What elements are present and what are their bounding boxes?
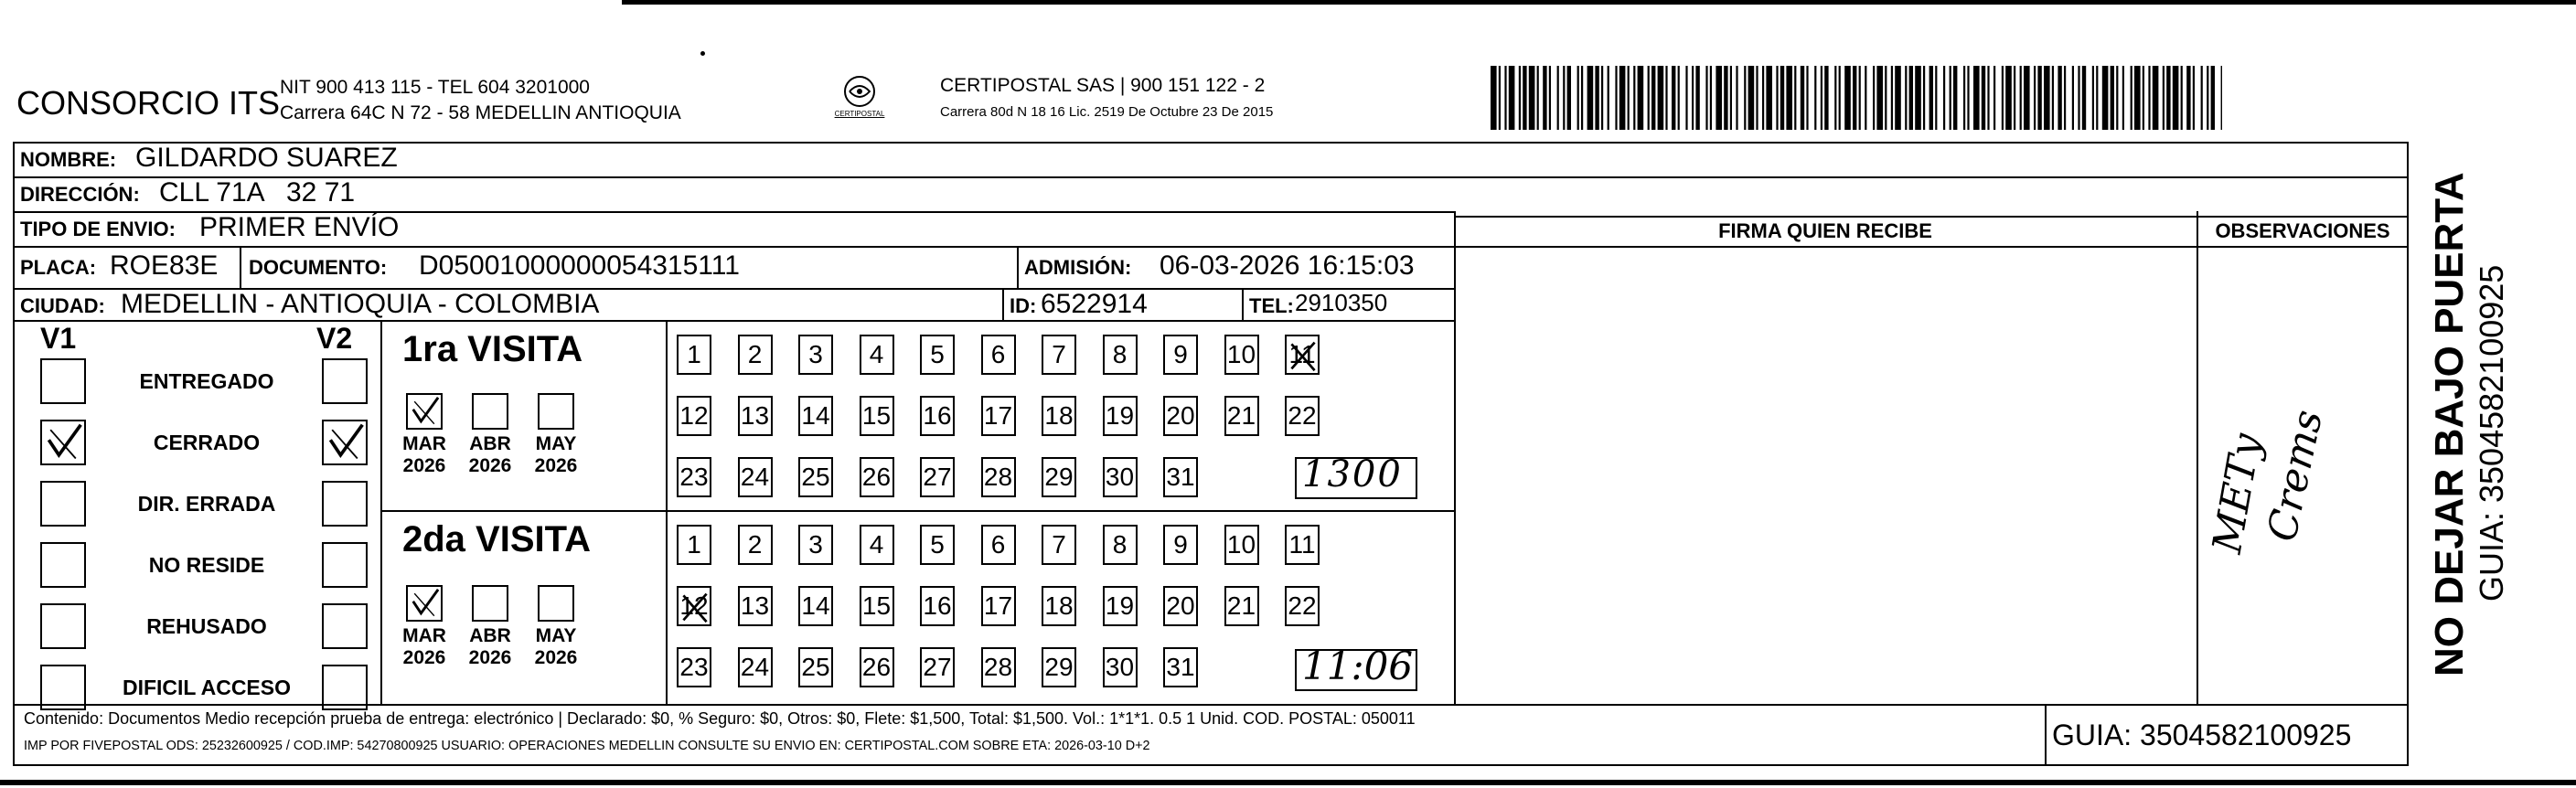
barcode-bar [1762,66,1764,130]
barcode-bar [2096,66,2098,130]
v1-checkbox [40,358,86,404]
v2-header: V2 [316,322,353,355]
status-row-label: DIR. ERRADA [137,492,276,516]
first-day-box: 17 [981,396,1016,436]
second-visit-title: 2da VISITA [402,519,591,559]
obs-handwriting-1: METy [2204,430,2271,557]
admision-value: 06-03-2026 16:15:03 [1160,250,1415,281]
obs-divider [2197,211,2198,704]
month-name: ABR [469,433,511,454]
id-label: ID: [1010,294,1037,317]
barcode-bar [1794,66,1796,130]
barcode-bar [1581,66,1583,130]
barcode-bar [1595,66,1598,130]
v1-checkbox [40,603,86,649]
month-name: ABR [469,625,511,646]
first-day-box: 27 [920,457,955,497]
first-month-checkbox [538,393,574,430]
second-day-box: 16 [920,586,955,626]
firma-divider [1454,211,1456,704]
admision-label: ADMISIÓN: [1024,256,1132,279]
row-line-4 [1454,216,2409,218]
status-row-label: REHUSADO [146,614,267,638]
barcode-bar [1608,66,1609,130]
barcode-bar [1801,66,1804,130]
barcode-bar [1587,66,1594,130]
tel-label: TEL: [1249,294,1294,317]
barcode-bar [1891,66,1893,130]
visit-left-divider [380,320,382,704]
status-row-label: DIFICIL ACCESO [122,676,291,699]
speck [700,51,705,56]
first-day-box: 10 [1224,335,1259,375]
barcode-bar [2134,66,2141,130]
ciudad-label: CIUDAD: [20,294,105,317]
barcode-bar [2153,66,2159,130]
barcode-bar [1537,66,1539,130]
documento-label: DOCUMENTO: [249,256,388,279]
barcode-bar [2020,66,2022,130]
first-day-box: 19 [1103,396,1138,436]
first-day-box: 18 [1042,396,1076,436]
barcode-bar [1744,66,1746,130]
barcode-bar [1705,66,1707,130]
barcode-bar [1844,66,1851,130]
second-day-box: 29 [1042,647,1076,687]
barcode-bar [1523,66,1526,130]
barcode-bar [1915,66,1921,130]
second-day-box: 23 [677,647,711,687]
tel-divider [1242,288,1244,320]
second-day-box: 11 [1285,525,1320,565]
barcode-bar [1499,66,1501,130]
barcode-bar [1633,66,1635,130]
placa-value: ROE83E [110,250,219,281]
documento-value: D05001000000054315111 [419,250,740,281]
barcode-bar [1756,66,1758,130]
first-day-box: 16 [920,396,955,436]
second-day-box: 30 [1103,647,1138,687]
second-month-checkbox [406,585,443,622]
barcode-bar [1672,66,1675,130]
barcode-bar [1780,66,1784,130]
second-day-box: 27 [920,647,955,687]
barcode-bar [2082,66,2086,130]
barcode-bar [1953,66,1957,130]
second-day-box: 8 [1103,525,1138,565]
barcode-bar [1658,66,1664,130]
barcode-bar [1987,66,1989,130]
direccion-value: CLL 71A 32 71 [159,177,356,208]
status-row-label: CERRADO [153,431,261,454]
second-day-box: 26 [860,647,894,687]
first-day-box: 22 [1285,396,1320,436]
side-warning: NO DEJAR BAJO PUERTA [2427,172,2472,676]
month-year: 2026 [468,647,512,668]
barcode-bar [2058,66,2061,130]
second-month-label [463,625,518,669]
month-name: MAY [535,433,577,454]
first-month-checkbox [406,393,443,430]
second-day-box: 28 [981,647,1016,687]
barcode-bar [2111,66,2114,130]
month-year: 2026 [534,455,578,476]
v1-header: V1 [40,322,77,355]
barcode-bar [1929,66,1933,130]
barcode-bar [1730,66,1732,130]
barcode-bar [1685,66,1687,130]
barcode-bar [1865,66,1866,130]
barcode-bar [1716,66,1722,130]
company-address: Carrera 64C N 72 - 58 MEDELLIN ANTIOQUIA [280,102,681,123]
barcode-bar [2005,66,2012,130]
barcode-bar [1557,66,1559,130]
v2-checkbox [322,665,368,710]
second-month-checkbox [538,585,574,622]
first-day-box: 1 [677,335,711,375]
first-day-box: 24 [738,457,773,497]
barcode-bar [1895,66,1901,130]
visit-month-divider [666,320,668,704]
barcode-bar [1678,66,1680,130]
barcode-bar [1824,66,1828,130]
barcode-bar [1905,66,1907,130]
observaciones-header: OBSERVACIONES [2215,219,2390,242]
barcode-bar [2221,66,2222,130]
barcode-bar [1628,66,1630,130]
barcode-bar [1821,66,1822,130]
second-day-box: 22 [1285,586,1320,626]
v1-checkbox [40,665,86,710]
admision-divider [1017,246,1019,288]
barcode-bar [1766,66,1772,130]
barcode-bar [2143,66,2144,130]
barcode-bar [1776,66,1778,130]
second-day-box: 4 [860,525,894,565]
barcode-bar [2122,66,2124,130]
status-row-label: ENTREGADO [139,369,274,393]
barcode-bar [1724,66,1727,130]
barcode-bar [2014,66,2015,130]
barcode-bar [2037,66,2041,130]
barcode-bar [1806,66,1808,130]
barcode-bar [1876,66,1883,130]
second-day-box: 10 [1224,525,1259,565]
barcode-bar [1563,66,1565,130]
form-right-line [2407,142,2409,706]
barcode-bar [2193,66,2195,130]
v2-checkbox [322,358,368,404]
carrier-name: CERTIPOSTAL SAS | 900 151 122 - 2 [940,75,1266,96]
ciudad-value: MEDELLIN - ANTIOQUIA - COLOMBIA [121,289,600,319]
side-guia: GUIA: 3504582100925 [2473,264,2510,602]
barcode-bar [2052,66,2054,130]
first-day-box: 5 [920,335,955,375]
barcode [1491,66,2222,130]
barcode-bar [1665,66,1667,130]
tipo-value: PRIMER ENVÍO [199,212,400,242]
second-day-box: 25 [798,647,833,687]
barcode-bar [2034,66,2036,130]
row-line-3 [13,246,2409,248]
second-day-box: 7 [1042,525,1076,565]
firma-header: FIRMA QUIEN RECIBE [1718,219,1932,242]
form-bottom-line [13,704,2409,706]
tel-value: 2910350 [1295,289,1388,316]
second-day-box: 6 [981,525,1016,565]
first-day-box: 2 [738,335,773,375]
barcode-bar [1543,66,1546,130]
barcode-bar [1982,66,1985,130]
placa-label: PLACA: [20,256,97,279]
barcode-bar [1710,66,1712,130]
month-year: 2026 [468,455,512,476]
second-day-box: 1 [677,525,711,565]
barcode-bar [2044,66,2050,130]
v1-checkbox [40,420,86,465]
second-day-box: 12 [677,586,711,626]
row-line-6 [13,320,1454,322]
barcode-bar [1651,66,1655,130]
month-year: 2026 [402,647,446,668]
v2-checkbox [322,603,368,649]
footer-bottom-line [13,764,2409,766]
first-day-box: 31 [1163,457,1198,497]
first-month-label [397,433,452,477]
first-day-box: 3 [798,335,833,375]
second-day-box: 17 [981,586,1016,626]
first-month-checkbox [472,393,508,430]
obs-handwriting-2: Crems [2259,406,2333,546]
carrier-address: Carrera 80d N 18 16 Lic. 2519 De Octubre 23 De 2015 [940,104,1274,120]
first-day-box: 8 [1103,335,1138,375]
barcode-bar [1504,66,1506,130]
barcode-bar [1619,66,1626,130]
contenido-text: Contenido: Documentos Medio recepción prueba de entrega: electrónico | Declarado: $0, % Seguro: $0, Otros: $0, Flete: $1,500, Total: $1,500. Vol.: 1*1*1. 0.5 1 Unid. COD. POSTAL: 050011 [24,709,1416,728]
month-year: 2026 [402,455,446,476]
second-month-checkbox [472,585,508,622]
barcode-bar [1491,66,1497,130]
barcode-bar [1748,66,1755,130]
barcode-bar [1601,66,1603,130]
barcode-bar [2078,66,2079,130]
second-day-box: 24 [738,647,773,687]
second-day-box: 5 [920,525,955,565]
barcode-bar [1885,66,1887,130]
barcode-bar [2102,66,2109,130]
barcode-bar [2131,66,2132,130]
barcode-bar [1950,66,1951,130]
first-day-box: 23 [677,457,711,497]
nombre-value: GILDARDO SUAREZ [135,143,398,173]
barcode-bar [1549,66,1551,130]
direccion-label: DIRECCIÓN: [20,183,140,206]
barcode-bar [1973,66,1980,130]
second-time: 11:06 [1302,644,1414,688]
first-day-box: 29 [1042,457,1076,497]
company-nit: NIT 900 413 115 - TEL 604 3201000 [280,77,590,98]
first-day-box: 14 [798,396,833,436]
certipostal-logo [828,73,892,124]
barcode-bar [1923,66,1925,130]
second-day-box: 13 [738,586,773,626]
barcode-bar [1909,66,1913,130]
first-month-label [463,433,518,477]
barcode-bar [2211,66,2215,130]
first-day-box: 28 [981,457,1016,497]
first-day-box: 26 [860,457,894,497]
barcode-bar [1943,66,1945,130]
second-month-label [397,625,452,669]
id-divider [1002,288,1004,320]
barcode-bar [1567,66,1571,130]
barcode-bar [2163,66,2164,130]
first-day-box: 30 [1103,457,1138,497]
month-name: MAR [402,625,446,646]
second-day-box: 14 [798,586,833,626]
barcode-bar [2201,66,2203,130]
v1-checkbox [40,481,86,527]
first-visit-title: 1ra VISITA [402,329,583,369]
v2-checkbox [322,542,368,588]
barcode-bar [1509,66,1515,130]
barcode-bar [1859,66,1861,130]
barcode-bar [1834,66,1836,130]
barcode-bar [1519,66,1521,130]
barcode-bar [1638,66,1644,130]
placa-divider [240,246,241,288]
barcode-bar [1839,66,1841,130]
footer-left-line [13,704,15,766]
barcode-bar [1993,66,1995,130]
first-day-box: 13 [738,396,773,436]
first-month-label [529,433,583,477]
barcode-bar [2002,66,2004,130]
bottom-edge-line [0,780,2576,785]
barcode-bar [2173,66,2179,130]
second-day-box: 3 [798,525,833,565]
first-day-box: 12 [677,396,711,436]
row-line-1 [13,176,2409,178]
second-day-box: 19 [1103,586,1138,626]
barcode-bar [2072,66,2074,130]
second-day-box: 2 [738,525,773,565]
barcode-bar [1695,66,1699,130]
month-name: MAY [535,625,577,646]
barcode-bar [1873,66,1875,130]
second-month-label [529,625,583,669]
guia-divider [2045,704,2047,766]
barcode-bar [2148,66,2150,130]
month-year: 2026 [534,647,578,668]
logo-text: CERTIPOSTAL [834,110,885,118]
barcode-bar [1786,66,1792,130]
second-day-box: 18 [1042,586,1076,626]
second-day-box: 15 [860,586,894,626]
barcode-bar [2166,66,2170,130]
imp-text: IMP POR FIVEPOSTAL ODS: 25232600925 / COD.IMP: 54270800925 USUARIO: OPERACIONES MEDELLIN CONSULTE SU ENVIO EN: CERTIPOSTAL.COM SOBRE ETA: 2026-03-10 D+2 [24,739,1150,753]
first-day-box: 7 [1042,335,1076,375]
first-day-box: 20 [1163,396,1198,436]
v2-checkbox [322,420,368,465]
visit-mid-line [380,510,1454,512]
id-value: 6522914 [1041,289,1148,319]
second-day-box: 20 [1163,586,1198,626]
barcode-bar [2064,66,2066,130]
first-day-box: 9 [1163,335,1198,375]
v2-checkbox [322,481,368,527]
barcode-bar [1853,66,1856,130]
barcode-bar [1736,66,1737,130]
barcode-bar [2024,66,2030,130]
barcode-bar [1935,66,1937,130]
first-day-box: 15 [860,396,894,436]
barcode-bar [1814,66,1816,130]
barcode-bar [1615,66,1617,130]
first-day-box: 11 [1285,335,1320,375]
nombre-label: NOMBRE: [20,148,117,171]
footer-right-line [2407,704,2409,766]
month-name: MAR [402,433,446,454]
barcode-bar [2181,66,2183,130]
first-day-box: 25 [798,457,833,497]
first-day-box: 21 [1224,396,1259,436]
barcode-bar [1963,66,1965,130]
barcode-bar [1967,66,1969,130]
barcode-bar [2186,66,2190,130]
barcode-bar [2207,66,2208,130]
first-day-box: 6 [981,335,1016,375]
first-day-box: 4 [860,335,894,375]
barcode-bar [1529,66,1535,130]
form-left-line [13,142,15,706]
barcode-bar [1648,66,1650,130]
barcode-bar [2092,66,2094,130]
first-time: 1300 [1302,453,1403,495]
footer-guia: GUIA: 3504582100925 [2052,719,2352,751]
barcode-bar [1692,66,1694,130]
second-day-box: 21 [1224,586,1259,626]
second-day-box: 9 [1163,525,1198,565]
top-edge-line [622,0,2576,5]
barcode-bar [2116,66,2118,130]
barcode-bar [1577,66,1579,130]
status-row-label: NO RESIDE [148,553,265,577]
v1-checkbox [40,542,86,588]
tipo-label: TIPO DE ENVIO: [20,218,176,240]
second-day-box: 31 [1163,647,1198,687]
company-name: CONSORCIO ITS [16,84,281,122]
